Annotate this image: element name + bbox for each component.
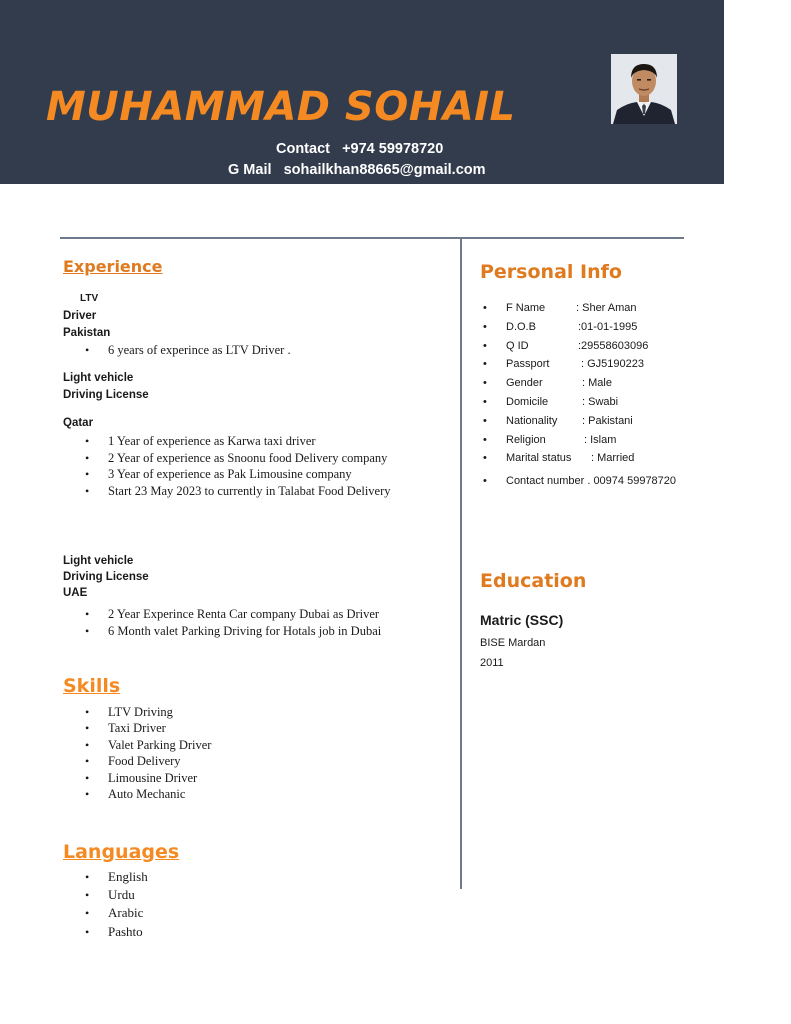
- list-item-text: Arabic: [108, 905, 144, 921]
- list-item: [63, 868, 148, 886]
- bullet-icon: •: [85, 906, 90, 921]
- exp-line: Pakistan: [63, 327, 111, 339]
- info-key: Nationality: [506, 414, 558, 427]
- list-item: [480, 377, 676, 396]
- list-item: [63, 753, 211, 769]
- list-item: [480, 396, 676, 415]
- info-key: Domicile: [506, 395, 549, 408]
- education-title: Education: [480, 570, 587, 592]
- license-line: Light vehicle: [63, 372, 134, 384]
- exp-line: Driver: [63, 310, 97, 322]
- contact-phone: +974 59978720: [342, 141, 444, 157]
- bullet-icon: •: [85, 754, 90, 769]
- bullet-icon: •: [483, 414, 487, 427]
- info-value: : Male: [582, 377, 612, 390]
- info-key: Passport: [506, 358, 550, 371]
- list-item: [63, 786, 211, 802]
- info-value: :29558603096: [578, 339, 649, 352]
- qatar-label: Qatar: [63, 417, 94, 429]
- list-item-text: LTV Driving: [108, 705, 173, 719]
- personal-info-title: Personal Info: [480, 261, 622, 283]
- bullet-icon: •: [483, 433, 487, 446]
- info-key: F Name: [506, 302, 546, 314]
- info-value: : GJ5190223: [581, 358, 644, 371]
- bullet-icon: •: [483, 475, 487, 488]
- list-item: [63, 770, 211, 786]
- bullet-icon: •: [85, 624, 90, 638]
- bullet-icon: •: [483, 302, 487, 314]
- info-value: . 00974 59978720: [587, 475, 677, 488]
- list-item: [480, 321, 676, 340]
- list-item-text: Urdu: [108, 887, 135, 903]
- list-item: [63, 466, 391, 483]
- bullet-icon: •: [85, 770, 90, 785]
- list-item: [480, 358, 676, 377]
- info-value: : Married: [591, 452, 635, 465]
- list-item: [63, 923, 148, 941]
- education-year: 2011: [480, 657, 504, 669]
- experience-uae-list: [63, 606, 381, 640]
- education-board: BISE Mardan: [480, 637, 546, 649]
- languages-list: [63, 868, 148, 941]
- license-line: Light vehicle: [63, 555, 134, 567]
- info-key: Q ID: [506, 339, 529, 352]
- bullet-icon: •: [483, 377, 487, 390]
- bullet-icon: •: [483, 320, 487, 333]
- list-item: [63, 904, 148, 922]
- info-value: : Pakistani: [582, 414, 633, 427]
- list-item-text: 6 Month valet Parking Driving for Hotals job in Dubai: [108, 624, 382, 638]
- license-line: Driving License: [63, 389, 149, 401]
- bullet-icon: •: [483, 452, 487, 465]
- email-label: G Mail: [228, 162, 272, 178]
- exp-line: LTV: [80, 293, 99, 304]
- list-item-text: Start 23 May 2023 to currently in Talabat Food Delivery: [108, 483, 391, 498]
- info-key: D.O.B: [506, 320, 536, 333]
- list-item-text: 6 years of experince as LTV Driver .: [108, 343, 291, 357]
- info-value: : Sher Aman: [576, 302, 637, 314]
- info-value: : Islam: [584, 433, 617, 446]
- list-item-text: Valet Parking Driver: [108, 737, 212, 752]
- bullet-icon: •: [85, 705, 90, 719]
- bullet-icon: •: [85, 888, 90, 903]
- education-degree: Matric (SSC): [480, 612, 564, 628]
- languages-title: Languages: [63, 841, 180, 863]
- list-item: [63, 606, 381, 623]
- info-key: Gender: [506, 377, 543, 390]
- list-item-text: 3 Year of experience as Pak Limousine company: [108, 467, 352, 482]
- list-item: [63, 623, 381, 640]
- info-key: Contact number: [506, 475, 585, 488]
- skills-title: Skills: [63, 675, 121, 697]
- list-item: [480, 475, 676, 494]
- list-item-text: 2 Year of experience as Snoonu food Delivery company: [108, 450, 388, 465]
- info-value: : Swabi: [582, 395, 619, 408]
- list-item-text: English: [108, 869, 148, 884]
- bullet-icon: •: [85, 924, 90, 939]
- bullet-icon: •: [85, 721, 90, 736]
- list-item: [63, 737, 211, 753]
- bullet-icon: •: [483, 395, 487, 408]
- candidate-name: MUHAMMAD SOHAIL: [46, 84, 516, 130]
- email-address[interactable]: sohailkhan88665@gmail.com: [283, 162, 486, 178]
- info-key: Religion: [506, 433, 546, 446]
- list-item-text: 1 Year of experience as Karwa taxi driver: [108, 434, 316, 448]
- list-item-text: Auto Mechanic: [108, 787, 186, 802]
- bullet-icon: •: [85, 434, 90, 448]
- header-email: [228, 162, 486, 178]
- profile-photo: [611, 54, 677, 124]
- column-divider: [460, 239, 462, 889]
- list-item-text: Food Delivery: [108, 754, 181, 769]
- bullet-icon: •: [85, 787, 90, 802]
- list-item-text: Taxi Driver: [108, 721, 166, 736]
- list-item: [480, 340, 676, 359]
- list-item: [63, 483, 391, 500]
- list-item: [480, 302, 676, 321]
- list-item: [63, 433, 391, 450]
- personal-info-list: [480, 302, 676, 494]
- bullet-icon: •: [483, 358, 487, 371]
- bullet-icon: •: [483, 339, 487, 352]
- experience-pakistan-list: [63, 343, 291, 357]
- experience-qatar-list: [63, 433, 391, 499]
- experience-title: Experience: [63, 257, 163, 276]
- bullet-icon: •: [85, 870, 90, 884]
- list-item: [63, 720, 211, 736]
- list-item: [480, 415, 676, 434]
- info-key: Marital status: [506, 452, 572, 465]
- bullet-icon: •: [85, 737, 90, 752]
- list-item-text: Pashto: [108, 923, 143, 939]
- list-item: [63, 704, 211, 720]
- list-item: [480, 434, 676, 453]
- skills-list: [63, 704, 211, 802]
- list-item: [63, 343, 291, 357]
- bullet-icon: •: [85, 607, 90, 621]
- list-item: [63, 450, 391, 467]
- list-item: [63, 886, 148, 904]
- license-line: Driving License: [63, 571, 149, 583]
- bullet-icon: •: [85, 343, 90, 357]
- bullet-icon: •: [85, 467, 90, 482]
- list-item-text: 2 Year Experince Renta Car company Dubai as Driver: [108, 607, 380, 621]
- horizontal-divider: [60, 237, 684, 239]
- list-item-text: Limousine Driver: [108, 770, 198, 785]
- bullet-icon: •: [85, 450, 90, 465]
- list-item: [480, 452, 676, 471]
- header-contact: [276, 141, 443, 157]
- uae-label: UAE: [63, 587, 88, 599]
- portrait-icon: [611, 54, 677, 124]
- info-value: :01-01-1995: [578, 320, 638, 333]
- contact-label: Contact: [276, 141, 330, 157]
- bullet-icon: •: [85, 483, 90, 498]
